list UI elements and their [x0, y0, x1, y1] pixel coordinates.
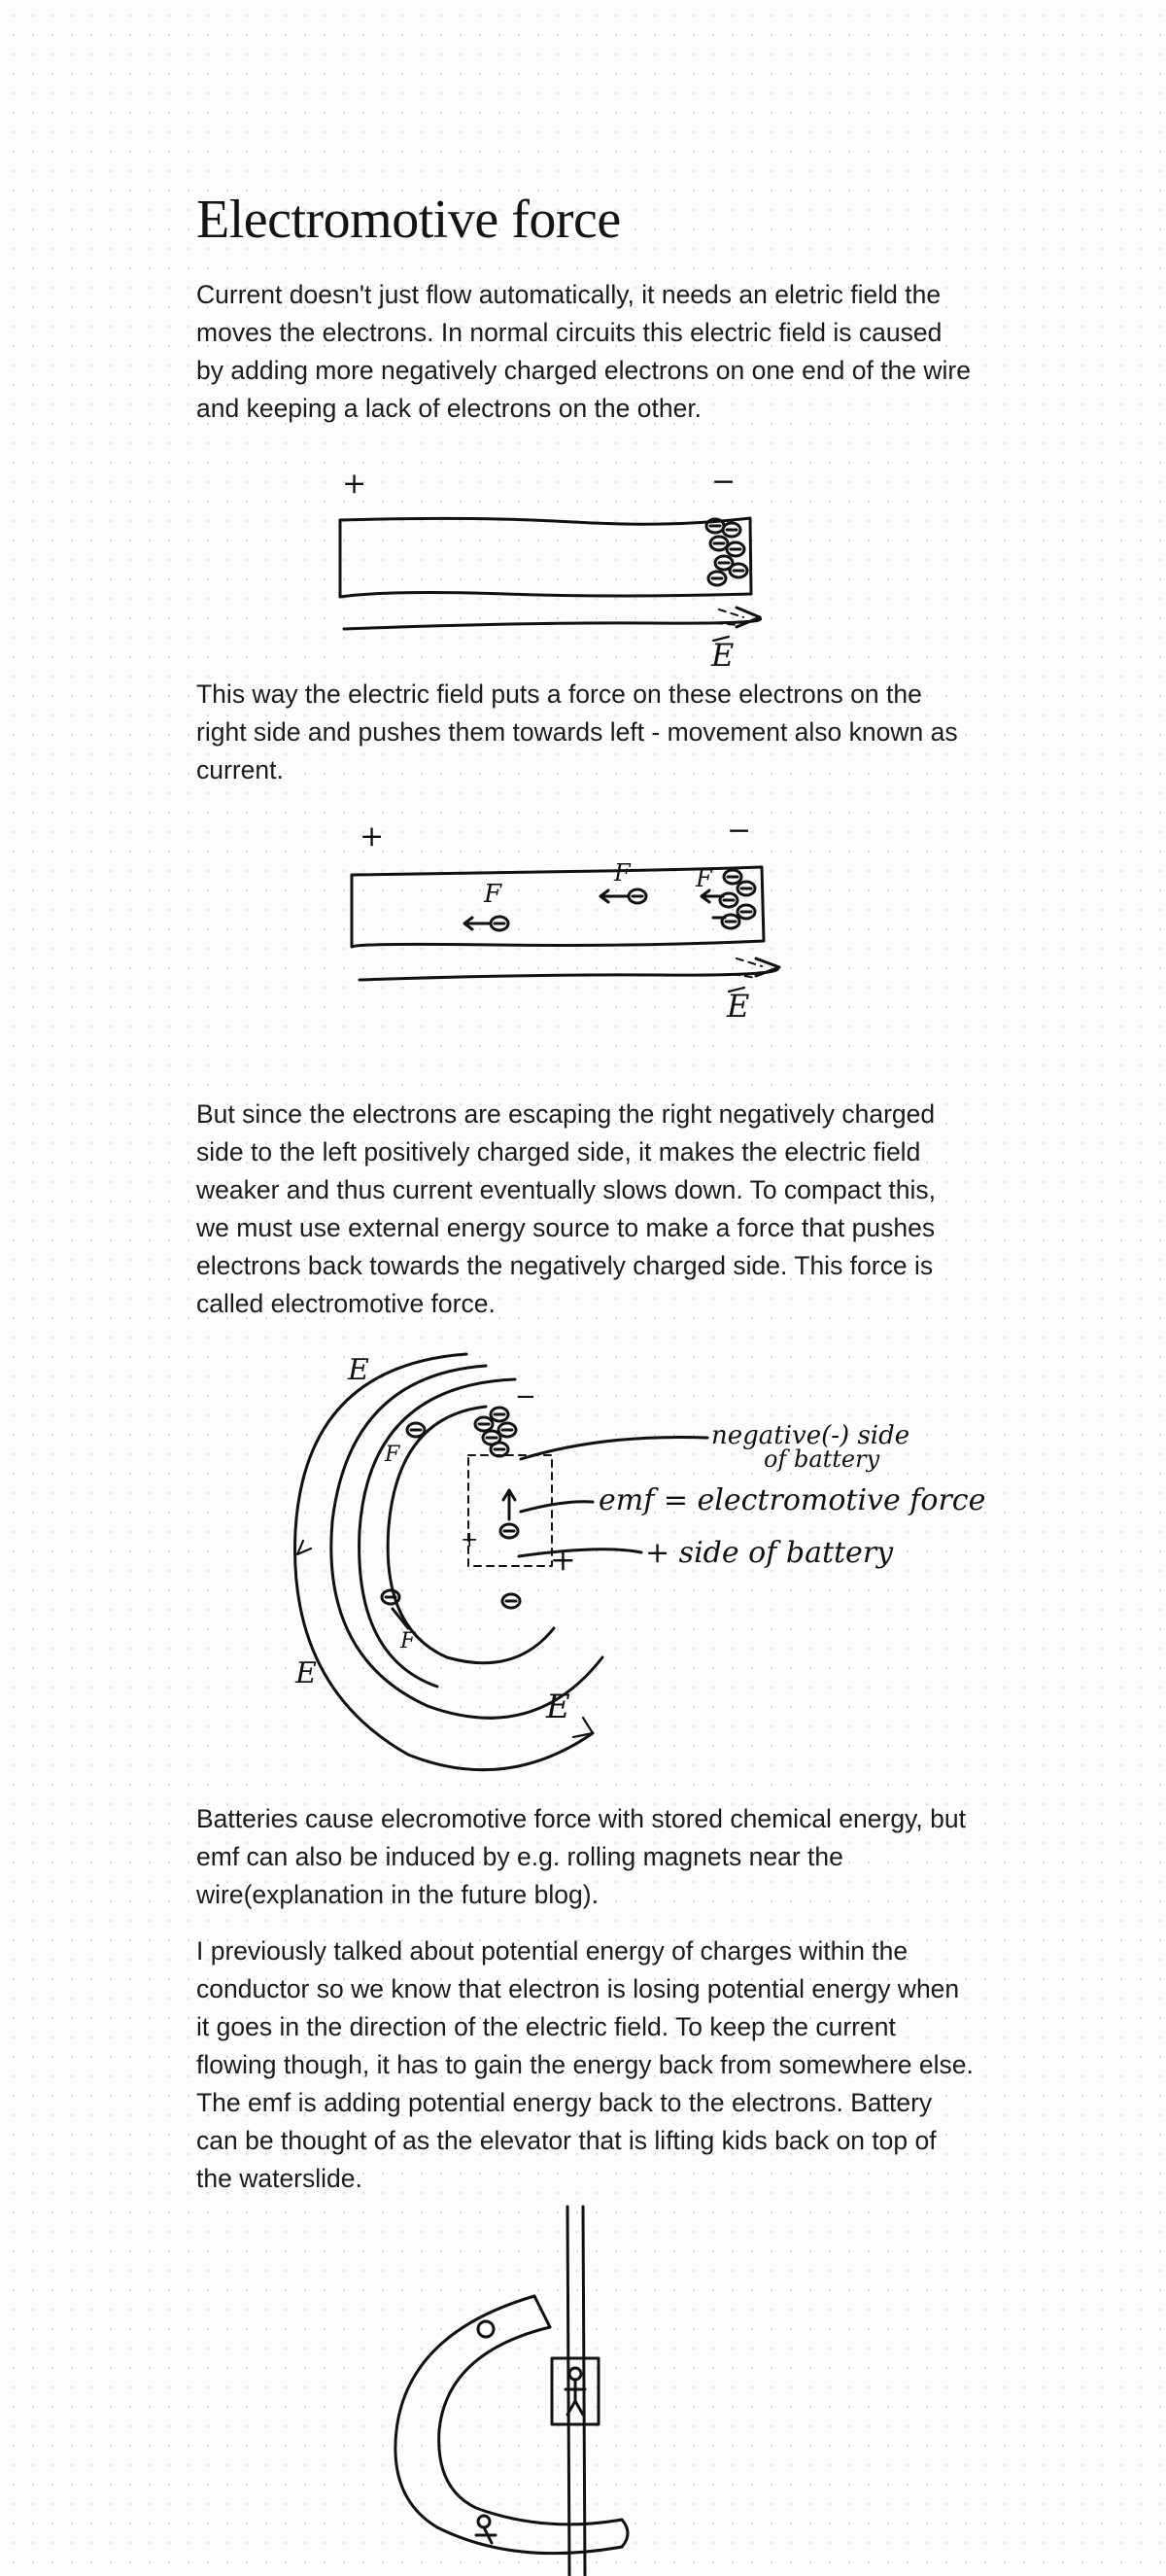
- force-label: F: [484, 880, 502, 909]
- minus-sign-label: −: [711, 465, 737, 499]
- field-line: [344, 617, 761, 629]
- slide-end: [622, 2520, 628, 2547]
- wire-forces-sketch: [352, 814, 779, 1025]
- minus-sign-label: −: [515, 1382, 536, 1411]
- field-label-right: E: [546, 1688, 570, 1726]
- negative-side-label: negative(-) side: [711, 1421, 910, 1450]
- electron-cluster: [475, 1408, 516, 1456]
- force-label: F: [400, 1629, 416, 1654]
- field-label: E: [727, 988, 750, 1025]
- paragraph-potential-energy: I previously talked about potential energy of charges within the conductor so we know that electron is losing potential energy when it goes in the direction of the electric field. To keep the current flowing though, it has to gain the energy back from somewhere else. The emf is adding potential energy back to the electrons. Battery can be thought of as the elevator that is lifting kids back on top of the waterslide.: [196, 1936, 974, 2193]
- article-title: Electromotive force: [196, 190, 621, 250]
- charged-wire-sketch: [340, 465, 761, 674]
- positive-side-label: + side of battery: [645, 1536, 894, 1570]
- elevator-shaft-left: [567, 2207, 569, 2576]
- field-arrowhead-left: [297, 1541, 311, 1554]
- field-arrowhead: [737, 608, 760, 627]
- electron-force-group-middle: [600, 859, 646, 903]
- emf-electron: [500, 1490, 518, 1538]
- force-label: F: [614, 859, 631, 887]
- slide-kid-top: [478, 2321, 494, 2337]
- emf-label: emf = electromotive force: [599, 1483, 986, 1517]
- wire-body: [340, 518, 751, 597]
- elevator-shaft-right: [583, 2207, 585, 2576]
- electron-cluster: [695, 865, 755, 928]
- field-arrowhead-bottom: [573, 1718, 593, 1737]
- paragraph-batteries: Batteries cause elecromotive force with stored chemical energy, but emf can also be induced by e.g. rolling magnets near the wire(explanation in the future blog).: [196, 1804, 966, 1909]
- circuit-loop-sketch: [294, 1353, 985, 1770]
- pointer-emf: [521, 1502, 593, 1512]
- minus-sign-label: −: [727, 814, 752, 848]
- field-label: E: [711, 637, 735, 674]
- plus-sign-label: +: [342, 467, 367, 501]
- pointer-positive: [519, 1549, 641, 1556]
- electron-cluster: [706, 519, 747, 585]
- figure-wire-forces: [340, 814, 787, 1040]
- plus-sign-label: +: [360, 819, 385, 853]
- electron-force-group-left: [464, 880, 508, 930]
- figure-charged-wire: [330, 462, 777, 676]
- force-label: F: [696, 865, 712, 892]
- figure-waterslide: [379, 2207, 729, 2576]
- field-line: [360, 967, 778, 980]
- paragraph-intro: Current doesn't just flow automatically, it needs an eletric field the moves the electrons. In normal circuits this electric field is caused by adding more negatively charged electrons on one end of the wire and keeping a lack of electrons on the other.: [196, 280, 971, 423]
- plus-sign-label: +: [550, 1541, 576, 1578]
- field-label-left: E: [295, 1656, 317, 1690]
- paragraph-force: This way the electric field puts a force on these electrons on the right side and pushes them towards left - movement also known as current.: [196, 679, 958, 784]
- battery-plus-label: +: [461, 1528, 479, 1552]
- electron-bottom: [502, 1594, 520, 1608]
- waterslide-sketch: [395, 2207, 628, 2576]
- figure-circuit-loop: [292, 1337, 1030, 1784]
- field-label-top: E: [348, 1353, 369, 1387]
- slide-kid-bottom: [476, 2516, 496, 2543]
- paragraph-electromotive: But since the electrons are escaping the right negatively charged side to the left positively charged side, it makes the electric field weaker and thus current eventually slows down. To compact this, we must use external energy source to make a force that pushes electrons back towards the negatively charged side. This force is called electromotive force.: [196, 1099, 937, 1318]
- negative-side-label-2: of battery: [764, 1445, 880, 1473]
- force-label: F: [385, 1443, 400, 1467]
- electron-left: [382, 1590, 416, 1654]
- slide-top-edge: [534, 2296, 550, 2327]
